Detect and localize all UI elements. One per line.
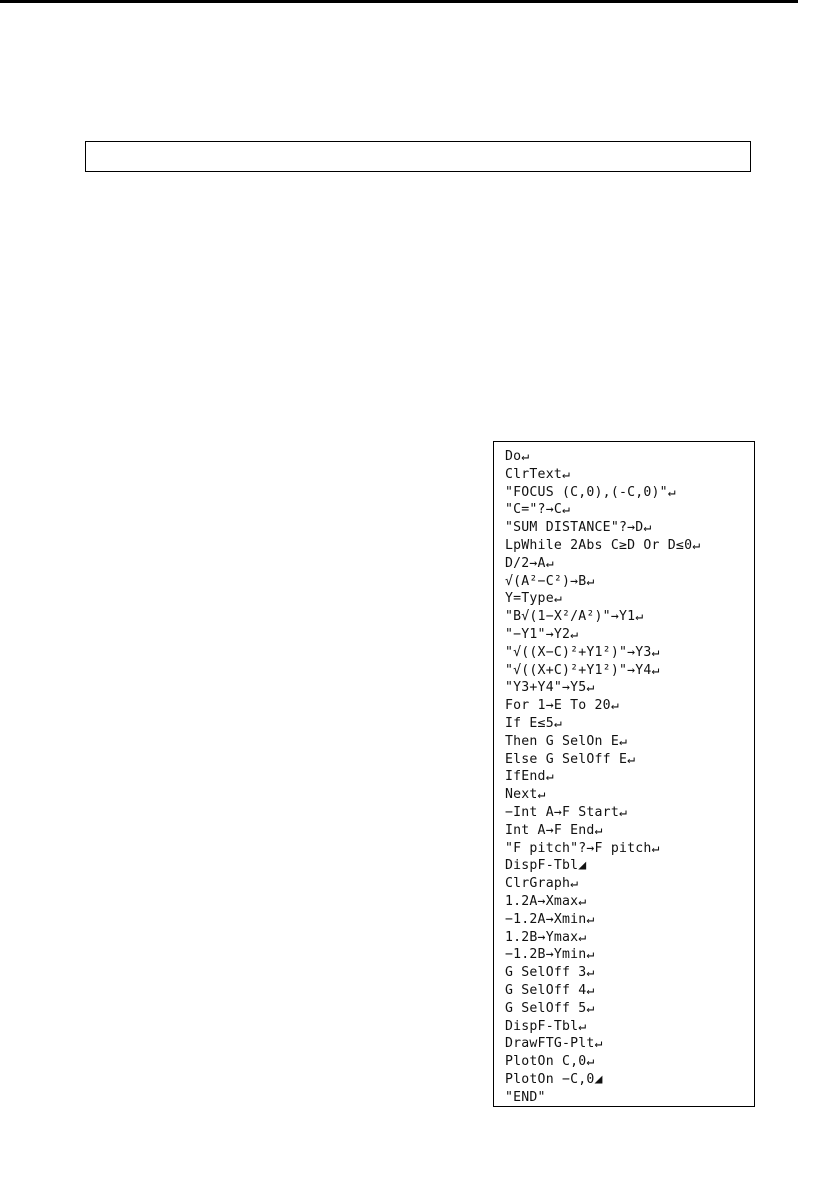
program-line: "F pitch"?→F pitch↵	[505, 840, 660, 856]
program-line: LpWhile 2Abs C≥D Or D≤0↵	[505, 537, 701, 553]
top-rule	[0, 0, 798, 3]
program-line: 1.2B→Ymax↵	[505, 929, 587, 945]
program-line: 1.2A→Xmax↵	[505, 893, 587, 909]
program-line: Then G SelOn E↵	[505, 733, 628, 749]
program-line: DispF-Tbl◢	[505, 858, 587, 874]
program-line: IfEnd↵	[505, 769, 554, 785]
program-line: Do↵	[505, 449, 530, 464]
program-line: DrawFTG-Plt↵	[505, 1036, 603, 1052]
program-line: Else G SelOff E↵	[505, 751, 636, 767]
program-line: PlotOn C,0↵	[505, 1054, 595, 1070]
program-line: "END"	[505, 1089, 546, 1105]
program-line: "SUM DISTANCE"?→D↵	[505, 520, 652, 536]
program-line: Int A→F End↵	[505, 822, 603, 838]
program-line: D/2→A↵	[505, 555, 554, 571]
program-line: −Int A→F Start↵	[505, 804, 628, 820]
program-line: PlotOn −C,0◢	[505, 1071, 603, 1087]
program-line: "√((X−C)²+Y1²)"→Y3↵	[505, 644, 660, 660]
program-line: If E≤5↵	[505, 715, 562, 731]
program-line: "C="?→C↵	[505, 502, 571, 518]
program-line: Y=Type↵	[505, 591, 562, 607]
program-line: √(A²−C²)→B↵	[505, 573, 595, 589]
program-line: −1.2A→Xmin↵	[505, 911, 595, 927]
program-line: Next↵	[505, 787, 546, 803]
program-line: "FOCUS (C,0),(-C,0)"↵	[505, 484, 676, 500]
program-line: ClrGraph↵	[505, 876, 579, 892]
program-listing	[493, 441, 755, 1107]
program-line: "B√(1−X²/A²)"→Y1↵	[505, 609, 644, 625]
program-line: G SelOff 4↵	[505, 982, 595, 998]
program-line: "√((X+C)²+Y1²)"→Y4↵	[505, 662, 660, 678]
program-line: "−Y1"→Y2↵	[505, 626, 579, 642]
program-line: ClrText↵	[505, 466, 571, 482]
program-line: −1.2B→Ymin↵	[505, 947, 595, 963]
title-box	[85, 141, 751, 172]
program-line: "Y3+Y4"→Y5↵	[505, 680, 595, 696]
program-line: DispF-Tbl↵	[505, 1018, 587, 1034]
program-line: G SelOff 5↵	[505, 1000, 595, 1016]
program-line: For 1→E To 20↵	[505, 698, 619, 714]
program-line: G SelOff 3↵	[505, 965, 595, 981]
